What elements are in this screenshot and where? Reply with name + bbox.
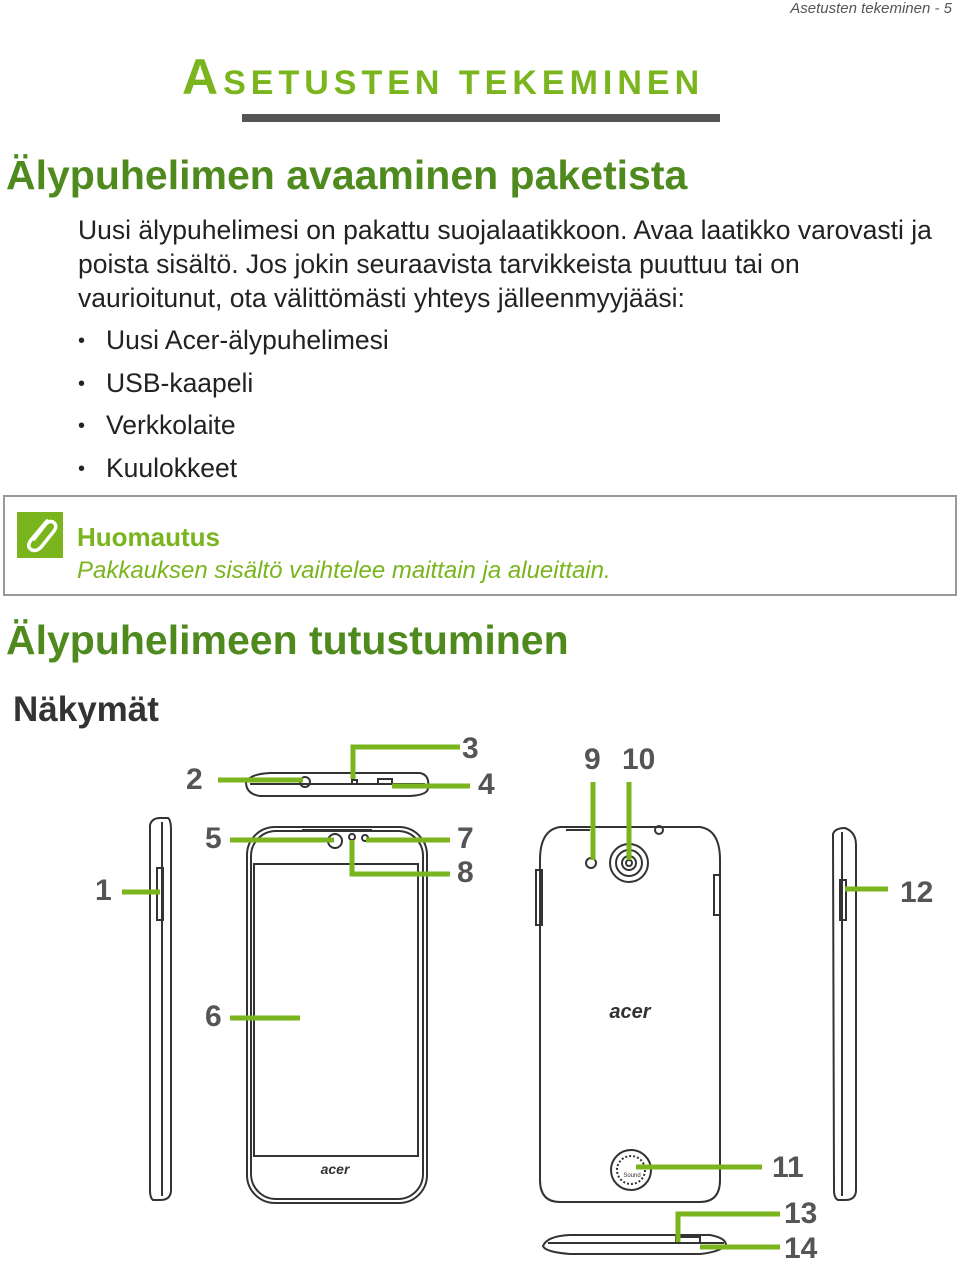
callout-12: 12 (900, 876, 934, 909)
callout-8: 8 (457, 856, 474, 889)
note-title: Huomautus (77, 522, 220, 552)
back-logo: acer (609, 1001, 651, 1023)
callout-2: 2 (186, 763, 203, 796)
chapter-title-rest: SETUSTEN TEKEMINEN (223, 64, 705, 102)
views-heading: Näkymät (13, 690, 159, 729)
callout-9: 9 (584, 743, 601, 776)
phone-views-diagram (0, 730, 960, 1268)
section-title-unboxing: Älypuhelimen avaaminen paketista (6, 152, 688, 198)
package-contents-list (78, 320, 389, 490)
callout-11: 11 (772, 1151, 804, 1184)
list-item: • Verkkolaite (78, 405, 389, 448)
phone-side-view-right (833, 828, 856, 1200)
callout-5: 5 (205, 822, 222, 855)
section-title-overview: Älypuhelimeen tutustuminen (6, 617, 569, 663)
list-item: • Uusi Acer-älypuhelimesi (78, 320, 389, 363)
callout-6: 6 (205, 1000, 222, 1033)
callout-3: 3 (462, 732, 479, 765)
front-logo: acer (320, 1161, 350, 1177)
callout-7: 7 (457, 822, 474, 855)
list-item: • USB-kaapeli (78, 363, 389, 406)
list-item: • Kuulokkeet (78, 448, 389, 491)
note-box (3, 495, 957, 596)
running-head: Asetusten tekeminen - 5 (790, 0, 952, 17)
callout-13: 13 (784, 1197, 818, 1230)
phone-front-view (247, 827, 427, 1203)
speaker-label: Sound (623, 1173, 641, 1179)
callout-10: 10 (622, 743, 656, 776)
chapter-title-initial: A (182, 49, 224, 105)
phone-bottom-view (543, 1235, 726, 1254)
intro-paragraph: Uusi älypuhelimesi on pakattu suojalaatikkoon. Avaa laatikko varovasti ja poista sisältö. Jos jokin seuraavista tarvikkeista puuttuu tai on vaurioitunut, ota välittömästi yhteys jälleenmyyjääsi: (78, 215, 932, 313)
callout-1: 1 (95, 874, 112, 907)
chapter-rule (242, 114, 720, 122)
callout-4: 4 (478, 768, 495, 801)
callout-14: 14 (784, 1232, 818, 1265)
note-text: Pakkauksen sisältö vaihtelee maittain ja alueittain. (77, 557, 611, 584)
leader-8 (352, 840, 450, 874)
paperclip-icon (17, 512, 63, 558)
phone-side-view-left (150, 818, 171, 1200)
chapter-title (182, 48, 704, 106)
leader-3 (353, 747, 460, 779)
